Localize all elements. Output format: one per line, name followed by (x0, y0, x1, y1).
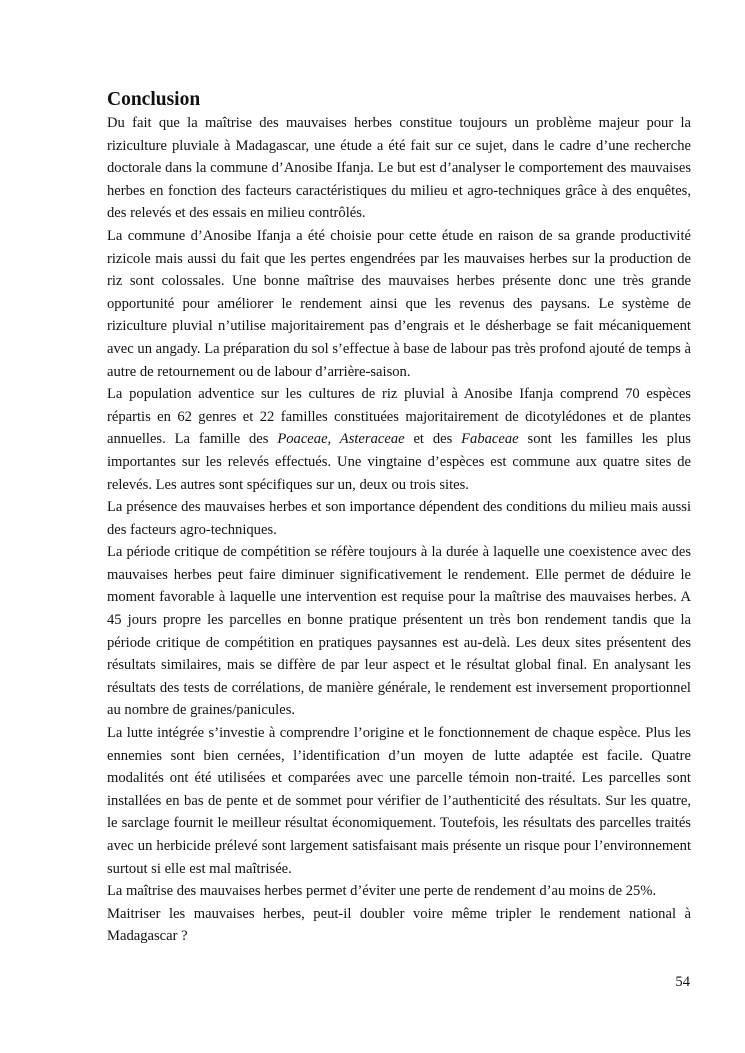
paragraph-text: La population adventice sur les cultures de riz pluvial à Anosibe Ifanja comprend 70 espèces répartis en 62 genres et 22 familles constituées majoritairement de dicotylédones et de plantes annuelles. La famille des (107, 386, 691, 448)
paragraph (107, 225, 691, 383)
section-title: Conclusion (107, 89, 201, 110)
paragraph-text: La période critique de compétition se réfère toujours à la durée à laquelle une coexistence avec des mauvaises herbes peut faire diminuer significativement le rendement. Elle permet de déduire le moment favorable à laquelle une intervention est requise pour la maîtrise des mauvaises herbes. A 45 jours propre les parcelles en bonne pratique présentent un très bon rendement tandis que la période critique de compétition en pratiques paysannes est au-delà. Les deux sites présentent des résultats similaires, mais se diffère de par leur aspect et le résultat global final. En analysant les résultats des tests de corrélations, de manière générale, le rendement est inversement proportionnel au nombre de graines/panicules. (107, 544, 691, 719)
paragraph (107, 903, 691, 948)
paragraph-text: Du fait que la maîtrise des mauvaises herbes constitue toujours un problème majeur pour la riziculture pluviale à Madagascar, une étude a été fait sur ce sujet, dans le cadre d’une recherche doctorale dans la commune d’Anosibe Ifanja. Le but est d’analyser le comportement des mauvaises herbes en fonction des facteurs caractéristiques du milieu et agro-techniques grâce à des enquêtes, des relevés et des essais en milieu contrôlés. (107, 115, 691, 222)
paragraph (107, 880, 691, 903)
paragraph (107, 112, 691, 225)
paragraph-text: La maîtrise des mauvaises herbes permet d’éviter une perte de rendement d’au moins de 25%. (107, 883, 657, 900)
paragraph (107, 383, 691, 496)
paragraph-list (107, 112, 691, 948)
paragraph-text: La présence des mauvaises herbes et son importance dépendent des conditions du milieu mais aussi des facteurs agro-techniques. (107, 499, 691, 538)
paragraph-italic-text: Fabaceae (461, 431, 519, 448)
paragraph-text: Maitriser les mauvaises herbes, peut-il doubler voire même tripler le rendement national à Madagascar ? (107, 905, 691, 945)
page-content (107, 88, 691, 948)
paragraph (107, 541, 691, 722)
paragraph-italic-text: Poaceae, Asteraceae (277, 431, 405, 448)
paragraph (107, 722, 691, 880)
paragraph-text: La lutte intégrée s’investie à comprendre l’origine et le fonctionnement de chaque espèce. Plus les ennemies sont bien cernées, l’identification d’un moyen de lutte adaptée est facile. Quatre modalités ont été utilisées et comparées avec une parcelle témoin non-traité. Les parcelles sont installées en bas de pente et de sommet pour vérifier de l’authenticité des résultats. Sur les quatre, le sarclage fournit le meilleur résultat économiquement. Toutefois, les résultats des parcelles traités avec un herbicide prélevé sont largement satisfaisant mais présente un risque pour l’environnement surtout si elle est mal maîtrisée. (107, 725, 691, 877)
page-number: 54 (675, 974, 690, 990)
paragraph-text: La commune d’Anosibe Ifanja a été choisie pour cette étude en raison de sa grande productivité rizicole mais aussi du fait que les pertes engendrées par les mauvaises herbes sur la production de riz sont colossales. Une bonne maîtrise des mauvaises herbes présente donc une très grande opportunité pour améliorer le rendement ainsi que les revenus des paysans. Le système de riziculture pluvial n’utilise majoritairement pas d’engrais et le désherbage se fait mécaniquement avec un angady. La préparation du sol s’effectue à base de labour pas très profond ajouté de temps à autre de retournement ou de labour d’arrière-saison. (107, 227, 691, 380)
paragraph (107, 496, 691, 541)
paragraph-text: sont les familles les plus importantes sur les relevés effectués. Une vingtaine d’espèces est commune aux quatre sites de relevés. Les autres sont spécifiques sur un, deux ou trois sites. (107, 431, 691, 493)
paragraph-text: et des (404, 431, 462, 448)
